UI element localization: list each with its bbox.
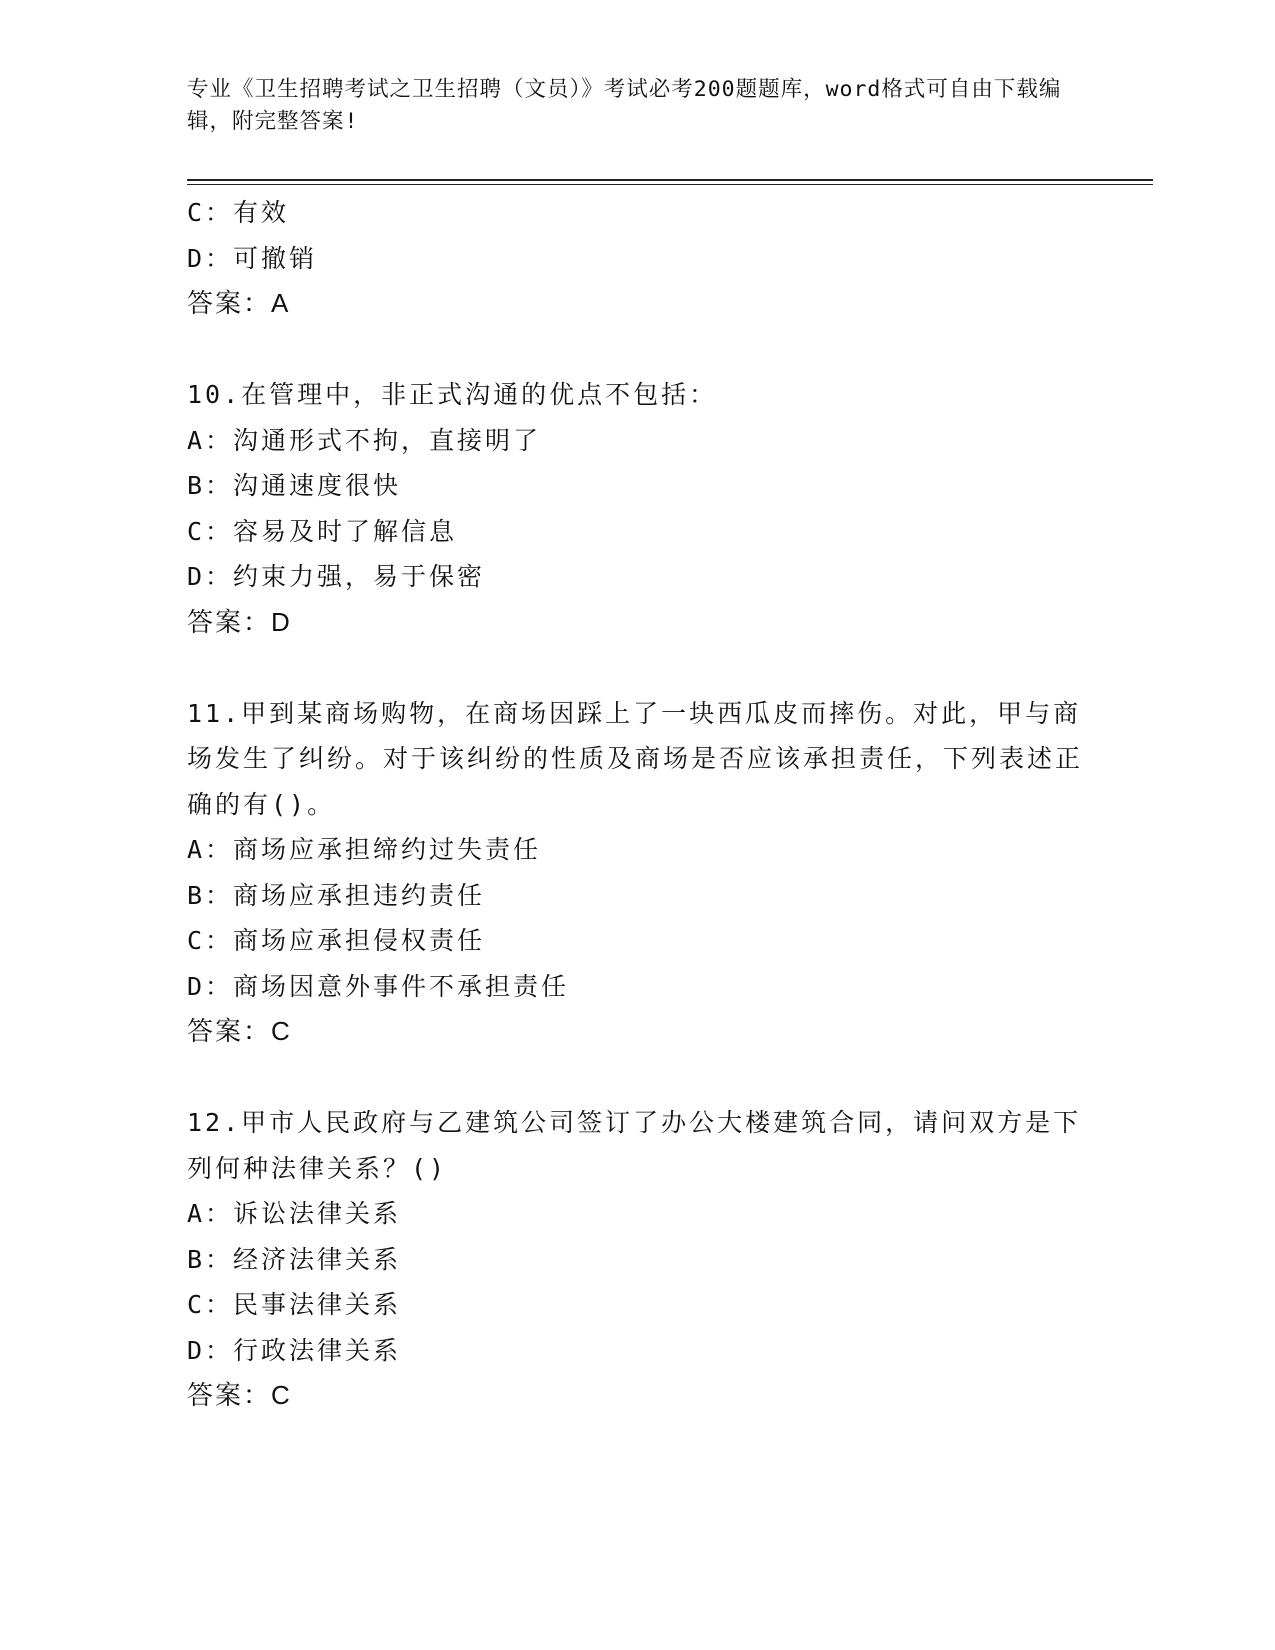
option-a: A：沟通形式不拘，直接明了: [187, 425, 542, 455]
option-a: A：商场应承担缔约过失责任: [187, 835, 542, 864]
question-stem: 10.在管理中，非正式沟通的优点不包括：: [187, 380, 718, 409]
option-d: D：商场因意外事件不承担责任: [187, 971, 570, 1001]
answer-line: 答案：C: [187, 1380, 292, 1410]
option-c: C：商场应承担侵权责任: [187, 926, 486, 955]
question-block: [187, 691, 1087, 1055]
question-stem: 11.甲到某商场购物，在商场因踩上了一块西瓜皮而摔伤。对此，甲与商场发生了纠纷。对于该纠纷的性质及商场是否应该承担责任，下列表述正确的有()。: [187, 698, 1084, 819]
answer-line: 答案：C: [187, 1016, 292, 1046]
answer-line: 答案：A: [187, 288, 291, 318]
spacer: [187, 645, 1087, 691]
question-block: [187, 372, 1087, 645]
spacer: [187, 1055, 1087, 1101]
option-b: B：经济法律关系: [187, 1244, 402, 1274]
option-b: B：商场应承担违约责任: [187, 880, 486, 910]
question-stem: 12.甲市人民政府与乙建筑公司签订了办公大楼建筑合同，请问双方是下列何种法律关系？(): [187, 1108, 1082, 1183]
option-a: A：诉讼法律关系: [187, 1199, 402, 1228]
option-d: D：可撤销: [187, 243, 318, 273]
answer-line: 答案：D: [187, 606, 292, 637]
option-c: C：容易及时了解信息: [187, 516, 458, 546]
option-d: D：行政法律关系: [187, 1335, 402, 1365]
option-c: C：有效: [187, 198, 290, 227]
page-header: 专业《卫生招聘考试之卫生招聘（文员）》考试必考200题题库，word格式可自由下载编辑，附完整答案!: [187, 77, 1062, 134]
option-b: B：沟通速度很快: [187, 471, 402, 500]
header-divider-thin: [187, 184, 1153, 185]
question-block: [187, 1100, 1087, 1419]
question-content: [187, 190, 1087, 1419]
option-c: C：民事法律关系: [187, 1290, 402, 1319]
header-divider-thick: [187, 179, 1153, 181]
option-d: D：约束力强，易于保密: [187, 562, 486, 591]
spacer: [187, 327, 1087, 373]
